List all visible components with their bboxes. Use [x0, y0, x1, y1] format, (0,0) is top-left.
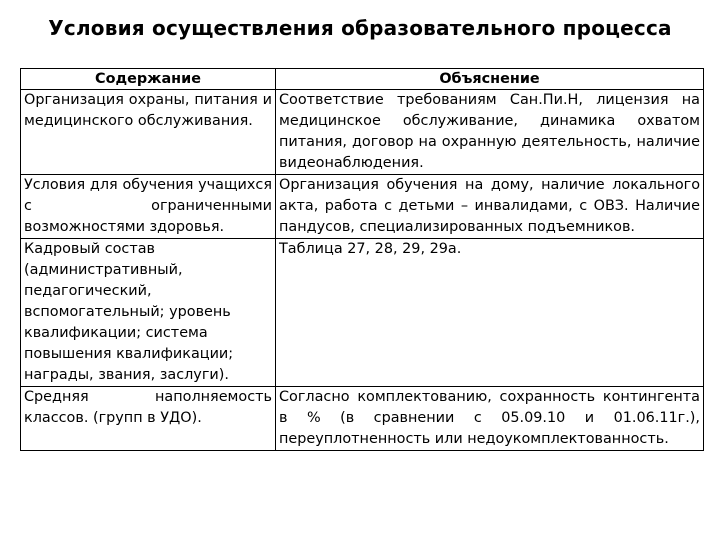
cell-explanation: Соответствие требованиям Сан.Пи.Н, лицензия на медицинское обслуживание, динамика охватом питания, договор на охранную деятельность, наличие видеонаблюдения. [276, 90, 704, 175]
column-header-explanation: Объяснение [276, 69, 704, 90]
table-row [21, 90, 704, 175]
page-title: Условия осуществления образовательного процесса [48, 16, 672, 40]
cell-explanation: Организация обучения на дому, наличие локального акта, работа с детьми – инвалидами, с ОВЗ. Наличие пандусов, специализированных подъемников. [276, 175, 704, 239]
conditions-table [20, 68, 704, 451]
cell-explanation: Согласно комплектованию, сохранность контингента в % (в сравнении с 05.09.10 и 01.06.11г.), переуплотненность или недоукомплектованность. [276, 387, 704, 451]
cell-content: Средняя наполняемость классов. (групп в УДО). [21, 387, 276, 451]
table-row [21, 239, 704, 387]
column-header-content: Содержание [21, 69, 276, 90]
cell-content: Кадровый состав (административный, педагогический, вспомогательный; уровень квалификации; система повышения квалификации; награды, звания, заслуги). [21, 239, 276, 387]
table-header-row [21, 69, 704, 90]
table-row [21, 387, 704, 451]
cell-content: Организация охраны, питания и медицинского обслуживания. [21, 90, 276, 175]
cell-explanation: Таблица 27, 28, 29, 29а. [276, 239, 704, 387]
table-row [21, 175, 704, 239]
cell-content: Условия для обучения учащихся с ограниченными возможностями здоровья. [21, 175, 276, 239]
